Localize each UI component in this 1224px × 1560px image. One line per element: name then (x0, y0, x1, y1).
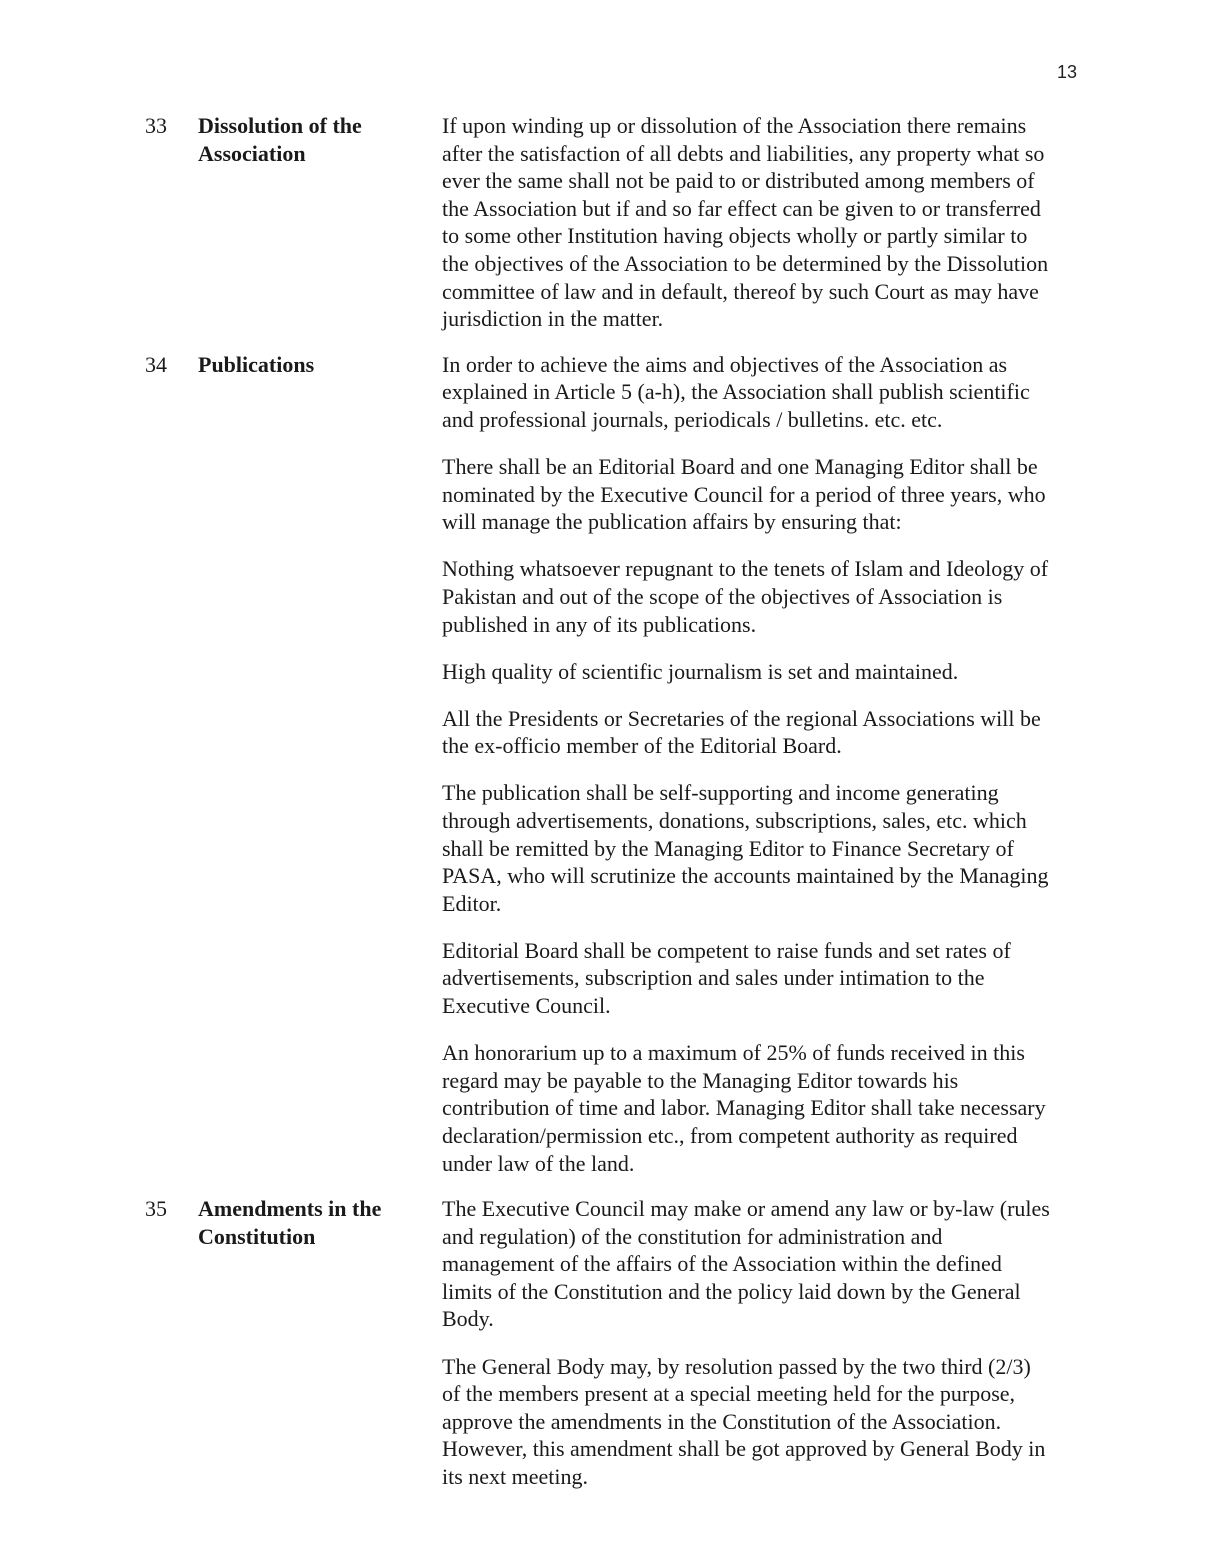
article-title-line: Publications (198, 351, 315, 377)
text-line: Executive Council. (442, 993, 611, 1019)
text-line: its next meeting. (442, 1463, 589, 1489)
text-line: High quality of scientific journalism is set and maintained. (442, 658, 959, 684)
text-line: explained in Article 5 (a-h), the Association shall publish scientific (442, 379, 1030, 405)
text-line: An honorarium up to a maximum of 25% of funds received in this (442, 1040, 1025, 1066)
text-line: approve the amendments in the Constitution of the Association. (442, 1408, 1002, 1434)
text-line: However, this amendment shall be got approved by General Body in (442, 1436, 1046, 1462)
text-line: The Executive Council may make or amend any law or by-law (rules (442, 1196, 1050, 1222)
text-line: The General Body may, by resolution passed by the two third (2/3) (442, 1353, 1031, 1379)
text-line: PASA, who will scrutinize the accounts maintained by the Managing (442, 863, 1049, 889)
article-34 (145, 351, 1115, 1177)
article-body (442, 351, 1112, 1177)
text-line: ever the same shall not be paid to or distributed among members of (442, 168, 1035, 194)
text-line: In order to achieve the aims and objectives of the Association as (442, 351, 1008, 377)
article-title-line: Amendments in the (198, 1196, 382, 1222)
article-paragraph (442, 453, 1112, 536)
article-body (442, 112, 1112, 333)
text-line: All the Presidents or Secretaries of the regional Associations will be (442, 705, 1041, 731)
text-line: and regulation) of the constitution for administration and (442, 1223, 943, 1249)
article-number: 33 (145, 113, 167, 138)
article-body (442, 1195, 1112, 1490)
text-line: declaration/permission etc., from competent authority as required (442, 1122, 1018, 1148)
page-number: 13 (1057, 62, 1078, 82)
text-line: limits of the Constitution and the policy laid down by the General (442, 1278, 1021, 1304)
article-paragraph (442, 705, 1112, 760)
text-line: will manage the publication affairs by ensuring that: (442, 509, 902, 535)
article-paragraph (442, 1039, 1112, 1177)
text-line: through advertisements, donations, subscriptions, sales, etc. which (442, 807, 1027, 833)
article-paragraph (442, 1195, 1112, 1333)
text-line: The publication shall be self-supporting and income generating (442, 780, 999, 806)
text-line: Pakistan and out of the scope of the objectives of Association is (442, 583, 1003, 609)
text-line: management of the affairs of the Association within the defined (442, 1251, 1002, 1277)
article-title-line: Constitution (198, 1223, 316, 1249)
text-line: shall be remitted by the Managing Editor to Finance Secretary of (442, 835, 1014, 861)
article-33 (145, 112, 1115, 333)
article-paragraph (442, 937, 1112, 1020)
article-paragraph (442, 1353, 1112, 1491)
text-line: committee of law and in default, thereof by such Court as may have (442, 278, 1039, 304)
text-line: jurisdiction in the matter. (442, 306, 664, 332)
article-title (198, 112, 442, 167)
article-35 (145, 1195, 1115, 1490)
text-line: Body. (442, 1306, 494, 1332)
article-paragraph (442, 658, 1112, 686)
text-line: under law of the land. (442, 1150, 635, 1176)
article-number: 34 (145, 351, 167, 377)
text-line: Nothing whatsoever repugnant to the tenets of Islam and Ideology of (442, 556, 1049, 582)
article-title-line: Dissolution of the (198, 113, 362, 138)
text-line: Editorial Board shall be competent to raise funds and set rates of (442, 937, 1011, 963)
text-line: If upon winding up or dissolution of the Association there remains (442, 113, 1027, 138)
text-line: to some other Institution having objects wholly or partly similar to (442, 223, 1028, 249)
text-line: There shall be an Editorial Board and one Managing Editor shall be (442, 454, 1038, 480)
article-paragraph (442, 351, 1112, 434)
article-title-line: Association (198, 140, 306, 166)
text-line: regard may be payable to the Managing Editor towards his (442, 1067, 959, 1093)
article-number: 35 (145, 1196, 167, 1222)
article-paragraph (442, 779, 1112, 917)
text-line: of the members present at a special meeting held for the purpose, (442, 1381, 1016, 1407)
text-line: contribution of time and labor. Managing Editor shall take necessary (442, 1095, 1046, 1121)
text-line: and professional journals, periodicals / bulletins. etc. etc. (442, 406, 943, 432)
article-title (198, 1195, 442, 1250)
text-line: the objectives of the Association to be determined by the Dissolution (442, 250, 1049, 276)
article-paragraph (442, 555, 1112, 638)
articles-list (145, 112, 1115, 1491)
text-line: advertisements, subscription and sales under intimation to the (442, 965, 985, 991)
text-line: nominated by the Executive Council for a period of three years, who (442, 481, 1046, 507)
article-title (198, 351, 442, 379)
text-line: the ex-officio member of the Editorial Board. (442, 733, 842, 759)
text-line: Editor. (442, 890, 502, 916)
text-line: published in any of its publications. (442, 611, 757, 637)
text-line: the Association but if and so far effect can be given to or transferred (442, 195, 1041, 221)
text-line: after the satisfaction of all debts and liabilities, any property what so (442, 140, 1045, 166)
article-paragraph (442, 112, 1112, 333)
